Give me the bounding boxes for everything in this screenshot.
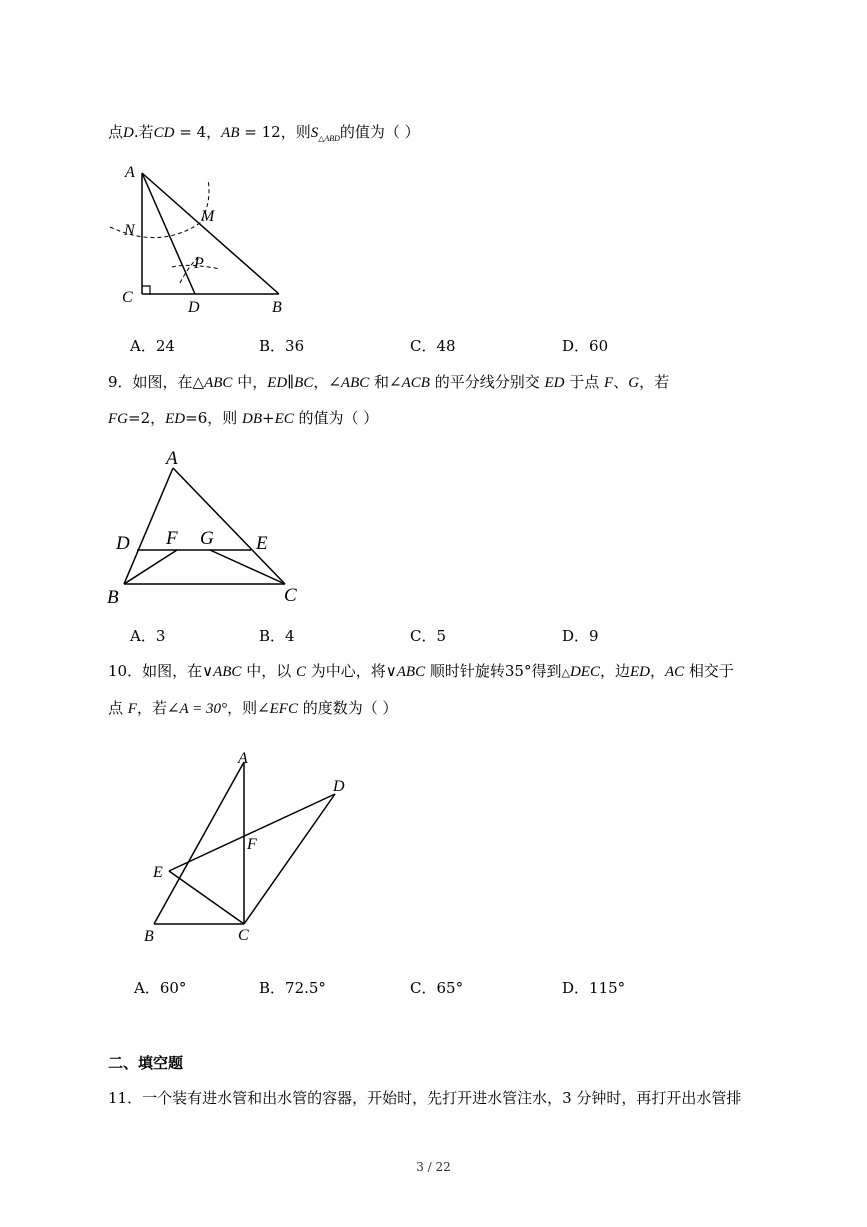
q9-label-f: F [166, 528, 178, 549]
q8-label-p: P [194, 255, 204, 272]
q10-label-f: F [247, 836, 257, 853]
q8-label-c: C [122, 289, 133, 306]
q9-option-d[interactable]: D．9 [562, 627, 599, 645]
q9-label-g: G [200, 528, 214, 549]
q9-label-c: C [284, 585, 297, 606]
q8-label-b: B [272, 299, 282, 316]
q9-option-b[interactable]: B．4 [259, 627, 295, 645]
q9-figure [100, 440, 320, 615]
q10-label-b: B [144, 928, 154, 945]
q9-stem-line2: FG=2，ED=6，则 DB+EC 的值为（ ） [108, 409, 379, 427]
q10-label-c: C [238, 927, 249, 944]
q8-label-d: D [188, 299, 200, 316]
q9-option-a[interactable]: A．3 [130, 627, 166, 645]
q10-option-b[interactable]: B．72.5° [259, 979, 326, 997]
page-number: 3 / 22 [416, 1160, 451, 1174]
q8-stem: 点D.若CD = 4，AB = 12，则$S_{\triangle ABD}$的值为（ ） [108, 123, 420, 143]
q10-stem-line1: 10．如图，在∨ABC 中，以 C 为中心，将∨ABC 顺时针旋转35°得到△DEC，边ED，AC 相交于 [108, 662, 734, 680]
q11-stem: 11．一个装有进水管和出水管的容器，开始时，先打开进水管注水，3 分钟时，再打开出水管排 [108, 1089, 742, 1107]
q8-label-n: N [124, 222, 135, 239]
q10-label-d: D [333, 778, 345, 795]
q9-label-b: B [107, 587, 119, 608]
q10-label-a: A [238, 750, 248, 767]
q8-label-m: M [201, 208, 215, 225]
q10-option-c[interactable]: C．65° [410, 979, 464, 997]
q8-label-a: A [125, 164, 135, 181]
q10-option-a[interactable]: A．60° [134, 979, 187, 997]
q9-label-d: D [116, 533, 130, 554]
q9-label-e: E [256, 533, 268, 554]
q9-label-a: A [166, 448, 178, 469]
q8-figure [100, 155, 320, 320]
q10-figure [130, 745, 370, 950]
q10-stem-line2: 点 F，若∠A = 30°，则∠EFC 的度数为（ ） [108, 699, 398, 717]
q8-option-d[interactable]: D．60 [562, 337, 609, 355]
q8-option-b[interactable]: B．36 [259, 337, 305, 355]
q9-option-c[interactable]: C．5 [410, 627, 447, 645]
q10-option-d[interactable]: D．115° [562, 979, 626, 997]
q9-stem-line1: 9．如图，在△ABC 中，ED∥BC，∠ABC 和∠ACB 的平分线分别交 ED 于点 F、G，若 [108, 373, 670, 391]
q8-option-c[interactable]: C．48 [410, 337, 456, 355]
q8-option-a[interactable]: A．24 [130, 337, 175, 355]
q10-label-e: E [153, 864, 163, 881]
section-title: 二、填空题 [108, 1054, 184, 1072]
